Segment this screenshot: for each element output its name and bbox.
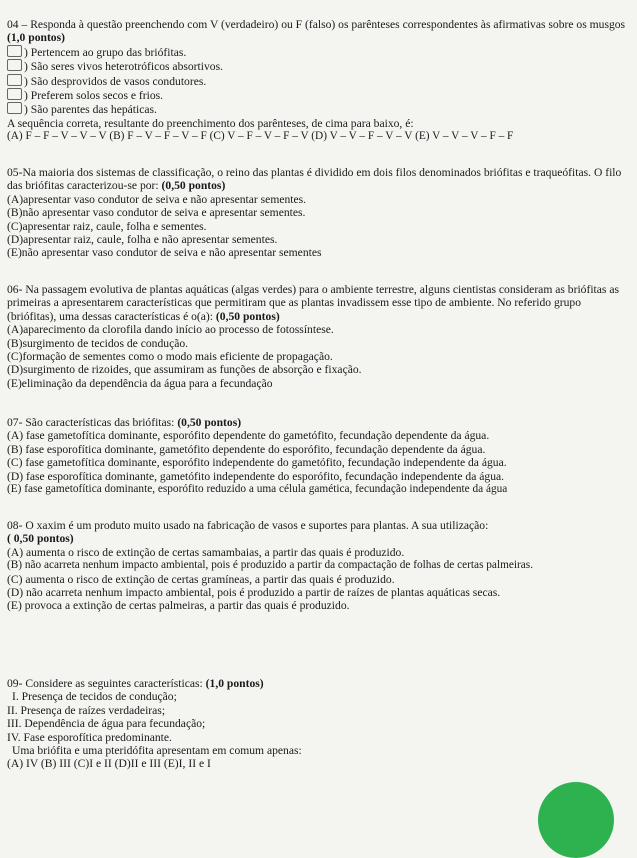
q06-option: (E)eliminação da dependência da água para a fecundação [7, 376, 273, 390]
q06-intro: 06- Na passagem evolutiva de plantas aquáticas (algas verdes) para o ambiente terrestre, alguns cientistas consideram as briófitas as primeiras a apresentarem características que permitiram que as plantas invadissem esse tipo de ambiente. No referido grupo (briófitas), uma dessas características é o(a): [7, 283, 619, 323]
q07-intro: 07- São características das briófitas: [7, 416, 175, 429]
q06-option: (C)formação de sementes como o modo mais eficiente de propagação. [7, 350, 333, 364]
q04-statement: ) São parentes das hepáticas. [7, 102, 633, 116]
q05-points: (0,50 pontos) [161, 179, 226, 193]
q05-option: (C)apresentar raiz, caule, folha e sementes. [7, 219, 207, 233]
q06-option: (A)aparecimento da clorofila dando início ao processo de fotossíntese. [7, 323, 334, 337]
q06-option: (B)surgimento de tecidos de condução. [7, 336, 189, 350]
question-07 [7, 416, 633, 496]
question-08 [7, 519, 633, 613]
question-05 [7, 166, 633, 260]
q05-intro: 05-Na maioria dos sistemas de classificação, o reino das plantas é dividido em dois filos denominados briófitas e traqueófitas. O filo das briófitas caracterizou-se por: [7, 166, 622, 193]
q06-option: (D)surgimento de rizoides, que assumiram as funções de absorção e fixação. [7, 363, 362, 377]
q09-item: I. Presença de tecidos de condução; [12, 690, 177, 704]
q08-option: (E) provoca a extinção de certas palmeiras, a partir das quais é produzido. [7, 599, 350, 613]
q04-options: (A) F – F – V – V – V (B) F – V – F – V – F (C) V – F – V – F – V (D) V – V – F – V – V (E) V – V – V – F – F [7, 130, 514, 143]
question-04 [7, 18, 633, 144]
question-09 [7, 677, 633, 771]
q04-statement: ) São desprovidos de vasos condutores. [7, 74, 633, 88]
q04-sequence-text: A sequência correta, resultante do preenchimento dos parênteses, de cima para baixo, é: [7, 116, 414, 130]
answer-box[interactable] [7, 45, 22, 57]
green-circle-button[interactable] [538, 782, 614, 858]
q04-intro: 04 – Responda à questão preenchendo com V (verdadeiro) ou F (falso) os parênteses correspondentes às afirmativas sobre os musgos [7, 18, 626, 31]
q07-option: (B) fase esporofítica dominante, gametófito dependente do esporófito, fecundação dependente da água. [7, 442, 486, 456]
q09-intro: 09- Considere as seguintes características: [7, 677, 203, 690]
q04-points: (1,0 pontos) [7, 31, 65, 45]
answer-box[interactable] [7, 102, 22, 114]
q04-statement: ) Preferem solos secos e frios. [7, 88, 633, 102]
q04-statement: ) Pertencem ao grupo das briófitas. [7, 45, 633, 59]
q08-option: (A) aumenta o risco de extinção de certas samambaias, a partir das quais é produzido. [7, 545, 405, 559]
q09-points: (1,0 pontos) [205, 677, 264, 690]
q08-option: (C) aumenta o risco de extinção de certas gramíneas, a partir das quais é produzido. [7, 572, 395, 586]
answer-box[interactable] [7, 88, 22, 100]
q09-item: II. Presença de raízes verdadeiras; [7, 703, 166, 717]
q09-item: IV. Fase esporofítica predominante. [7, 730, 172, 744]
q07-option: (A) fase gametofítica dominante, esporófito dependente do gametófito, fecundação dependente da água. [7, 429, 490, 443]
q08-intro: 08- O xaxim é um produto muito usado na fabricação de vasos e suportes para plantas. A sua utilização: [7, 519, 489, 532]
q08-option: (B) não acarreta nenhum impacto ambiental, pois é produzido a partir da compactação de folhas de certas palmeiras. [7, 559, 534, 572]
answer-box[interactable] [7, 59, 22, 71]
q07-option: (C) fase gametofítica dominante, esporófito independente do gametófito, fecundação independente da água. [7, 456, 507, 470]
q05-option: (E)não apresentar vaso condutor de seiva e não apresentar sementes [7, 246, 322, 260]
q05-option: (A)apresentar vaso condutor de seiva e não apresentar sementes. [7, 192, 307, 206]
q07-option: (D) fase esporofítica dominante, gametófito independente do esporófito, fecundação independente da água. [7, 469, 505, 483]
question-06 [7, 283, 633, 390]
q09-item: III. Dependência de água para fecundação; [7, 717, 206, 731]
q06-points: (0,50 pontos) [215, 309, 280, 323]
q09-question: Uma briófita e uma pteridófita apresentam em comum apenas: [12, 744, 302, 758]
q08-points: ( 0,50 pontos) [7, 532, 74, 546]
q05-option: (D)apresentar raiz, caule, folha e não apresentar sementes. [7, 233, 278, 247]
q07-points: (0,50 pontos) [177, 416, 242, 429]
q09-options: (A) IV (B) III (C)I e II (D)II e III (E)I, II e I [7, 757, 211, 771]
q07-option: (E) fase gametofítica dominante, esporófito reduzido a uma célula gamética, fecundação independente da água [7, 483, 508, 496]
q04-statement: ) São seres vivos heterotróficos absortivos. [7, 59, 633, 73]
q08-option: (D) não acarreta nenhum impacto ambiental, pois é produzido a partir de raízes de plantas aquáticas secas. [7, 586, 501, 600]
answer-box[interactable] [7, 74, 22, 86]
q05-option: (B)não apresentar vaso condutor de seiva e apresentar sementes. [7, 206, 306, 220]
